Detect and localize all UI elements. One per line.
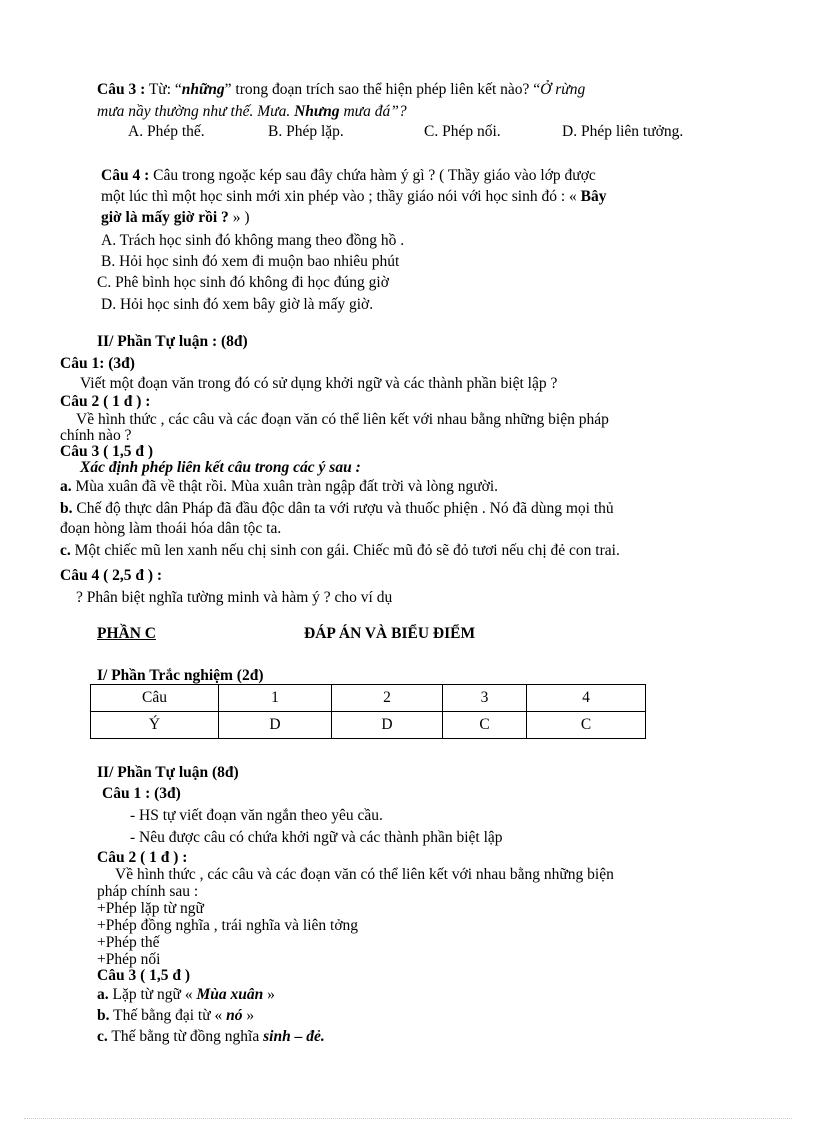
q3-text-2: ” trong đoạn trích sao thể hiện phép liên kết nào? “ xyxy=(224,81,541,98)
q4-line3 xyxy=(101,208,249,227)
q3-quote-1: Ở rừng xyxy=(540,81,586,98)
q4-text-1: Câu trong ngoặc kép sau đây chứa hàm ý gì ? ( Thầy giáo vào lớp được xyxy=(149,167,596,184)
p2-c3-b-label: b. xyxy=(60,500,73,517)
p2-c3-a-text: Mùa xuân đã về thật rồi. Mùa xuân tràn ngập đất trời và lòng người. xyxy=(71,478,499,495)
q3-word: những xyxy=(181,81,225,98)
q3-line2 xyxy=(97,102,407,121)
answer-header-cell: 3 xyxy=(443,685,527,712)
ans-c3-b-text: Thế bằng đại từ « xyxy=(109,1007,227,1024)
p2-c3-a-label: a. xyxy=(60,478,72,495)
q4-bold-1: Bây xyxy=(580,188,607,205)
ans-c2-item3: +Phép thế xyxy=(97,934,160,951)
answer-header-cell: Câu xyxy=(91,685,219,712)
ans-c2-label: Câu 2 ( 1 đ ) : xyxy=(97,849,188,866)
ans-c3-c-text: Thế bằng từ đồng nghĩa xyxy=(107,1028,264,1045)
answers-part2-heading: II/ Phần Tự luận (8đ) xyxy=(97,764,239,781)
q4-option-d: D. Hỏi học sinh đó xem bây giờ là mấy giờ. xyxy=(101,296,374,313)
p2-c3-c xyxy=(60,541,620,560)
q4-bold-2: giờ là mấy giờ rồi ? xyxy=(101,209,229,226)
q4-text-3: » ) xyxy=(228,209,250,226)
q3-option-c: C. Phép nối. xyxy=(424,123,501,140)
answer-cell: C xyxy=(443,712,527,739)
answer-table-row xyxy=(91,712,646,739)
q3-quote-2: mưa nầy thường như thế. Mưa. xyxy=(97,103,295,120)
answer-table xyxy=(90,684,646,739)
q3-text-1: Từ: “ xyxy=(145,81,182,98)
part2-heading: II/ Phần Tự luận : (8đ) xyxy=(97,333,248,350)
ans-c3-c-em: sinh – đẻ. xyxy=(263,1028,325,1045)
answer-cell: D xyxy=(219,712,332,739)
q4-text-2: một lúc thì một học sinh mới xin phép vào ; thầy giáo nói với học sinh đó : « xyxy=(101,188,581,205)
p2-c3-c-label: c. xyxy=(60,542,71,559)
ans-c3-b-end: » xyxy=(242,1007,255,1024)
ans-c3-b xyxy=(97,1006,254,1025)
ans-c3-a-label: a. xyxy=(97,986,109,1003)
ans-c1-line1: - HS tự viết đoạn văn ngắn theo yêu cầu. xyxy=(130,807,383,824)
p2-c3-a xyxy=(60,477,498,496)
ans-c1-line2: - Nêu được câu có chứa khởi ngữ và các thành phần biệt lập xyxy=(130,829,503,846)
ans-c2-item4: +Phép nối xyxy=(97,951,161,968)
ans-c2-line1: Về hình thức , các câu và các đoạn văn có thể liên kết với nhau bằng những biện xyxy=(115,866,614,883)
ans-c3-c-label: c. xyxy=(97,1028,108,1045)
answer-header-cell: 4 xyxy=(527,685,646,712)
ans-c3-a xyxy=(97,985,275,1004)
q3-option-b: B. Phép lặp. xyxy=(268,123,344,140)
p2-c3-b-line1 xyxy=(60,499,614,518)
q3-line1 xyxy=(97,80,585,99)
answer-header-cell: 1 xyxy=(219,685,332,712)
p2-c1-text: Viết một đoạn văn trong đó có sử dụng khởi ngữ và các thành phần biệt lập ? xyxy=(80,375,558,392)
answer-cell: Ý xyxy=(91,712,219,739)
p2-c4-label: Câu 4 ( 2,5 đ ) : xyxy=(60,567,163,584)
q3-quote-3: Nhưng xyxy=(294,103,340,120)
ans-c2-line2: pháp chính sau : xyxy=(97,883,199,900)
answer-table-header xyxy=(91,685,646,712)
q3-option-d: D. Phép liên tưởng. xyxy=(562,123,684,140)
ans-c3-label: Câu 3 ( 1,5 đ ) xyxy=(97,967,191,984)
answers-part1-heading: I/ Phần Trắc nghiệm (2đ) xyxy=(97,667,264,684)
answer-header-cell: 2 xyxy=(332,685,443,712)
p2-c2-line2: chính nào ? xyxy=(60,427,132,444)
p2-c4-text: ? Phân biệt nghĩa tường minh và hàm ý ? cho ví dụ xyxy=(76,589,393,606)
q4-line1 xyxy=(101,166,596,185)
ans-c3-a-text: Lặp từ ngữ « xyxy=(108,986,197,1003)
answer-cell: C xyxy=(527,712,646,739)
ans-c3-b-label: b. xyxy=(97,1007,110,1024)
ans-c2-item2: +Phép đồng nghĩa , trái nghĩa và liên tởng xyxy=(97,917,359,934)
p2-c3-subheading: Xác định phép liên kết câu trong các ý sau : xyxy=(80,459,361,476)
page-bottom-divider xyxy=(24,1118,792,1119)
q3-option-a: A. Phép thế. xyxy=(128,123,205,140)
q4-option-b: B. Hỏi học sinh đó xem đi muộn bao nhiêu phút xyxy=(101,253,400,270)
q3-label: Câu 3 : xyxy=(97,81,146,98)
q4-option-a: A. Trách học sinh đó không mang theo đồng hồ . xyxy=(101,232,405,249)
p2-c3-b-text: Chế độ thực dân Pháp đã đầu độc dân ta với rượu và thuốc phiện . Nó đã dùng mọi thủ xyxy=(72,500,614,517)
q4-option-c: C. Phê bình học sinh đó không đi học đúng giờ xyxy=(97,274,389,291)
q3-quote-4: mưa đá xyxy=(339,103,391,120)
ans-c2-item1: +Phép lặp từ ngữ xyxy=(97,900,204,917)
q3-quote-end: ”? xyxy=(390,103,407,120)
ans-c1-label: Câu 1 : (3đ) xyxy=(102,785,181,802)
answer-cell: D xyxy=(332,712,443,739)
ans-c3-a-em: Mùa xuân xyxy=(196,986,264,1003)
p2-c2-line1: Về hình thức , các câu và các đoạn văn có thể liên kết với nhau bằng những biện pháp xyxy=(76,411,609,428)
ans-c3-b-em: nó xyxy=(226,1007,243,1024)
p2-c3-label: Câu 3 ( 1,5 đ ) xyxy=(60,443,154,460)
ans-c3-c xyxy=(97,1027,325,1046)
q4-line2 xyxy=(101,187,606,206)
partc-title: ĐÁP ÁN VÀ BIỂU ĐIỂM xyxy=(304,625,476,642)
p2-c1-label: Câu 1: (3đ) xyxy=(60,355,135,372)
ans-c3-a-end: » xyxy=(263,986,275,1003)
p2-c3-b-line2: đoạn hòng làm thoái hóa dân tộc ta. xyxy=(60,520,282,537)
p2-c2-label: Câu 2 ( 1 đ ) : xyxy=(60,393,151,410)
q4-label: Câu 4 : xyxy=(101,167,150,184)
partc-label: PHẦN C xyxy=(97,625,156,642)
p2-c3-c-text: Một chiếc mũ len xanh nếu chị sinh con gái. Chiếc mũ đỏ sẽ đỏ tươi nếu chị đẻ con trai. xyxy=(70,542,620,559)
